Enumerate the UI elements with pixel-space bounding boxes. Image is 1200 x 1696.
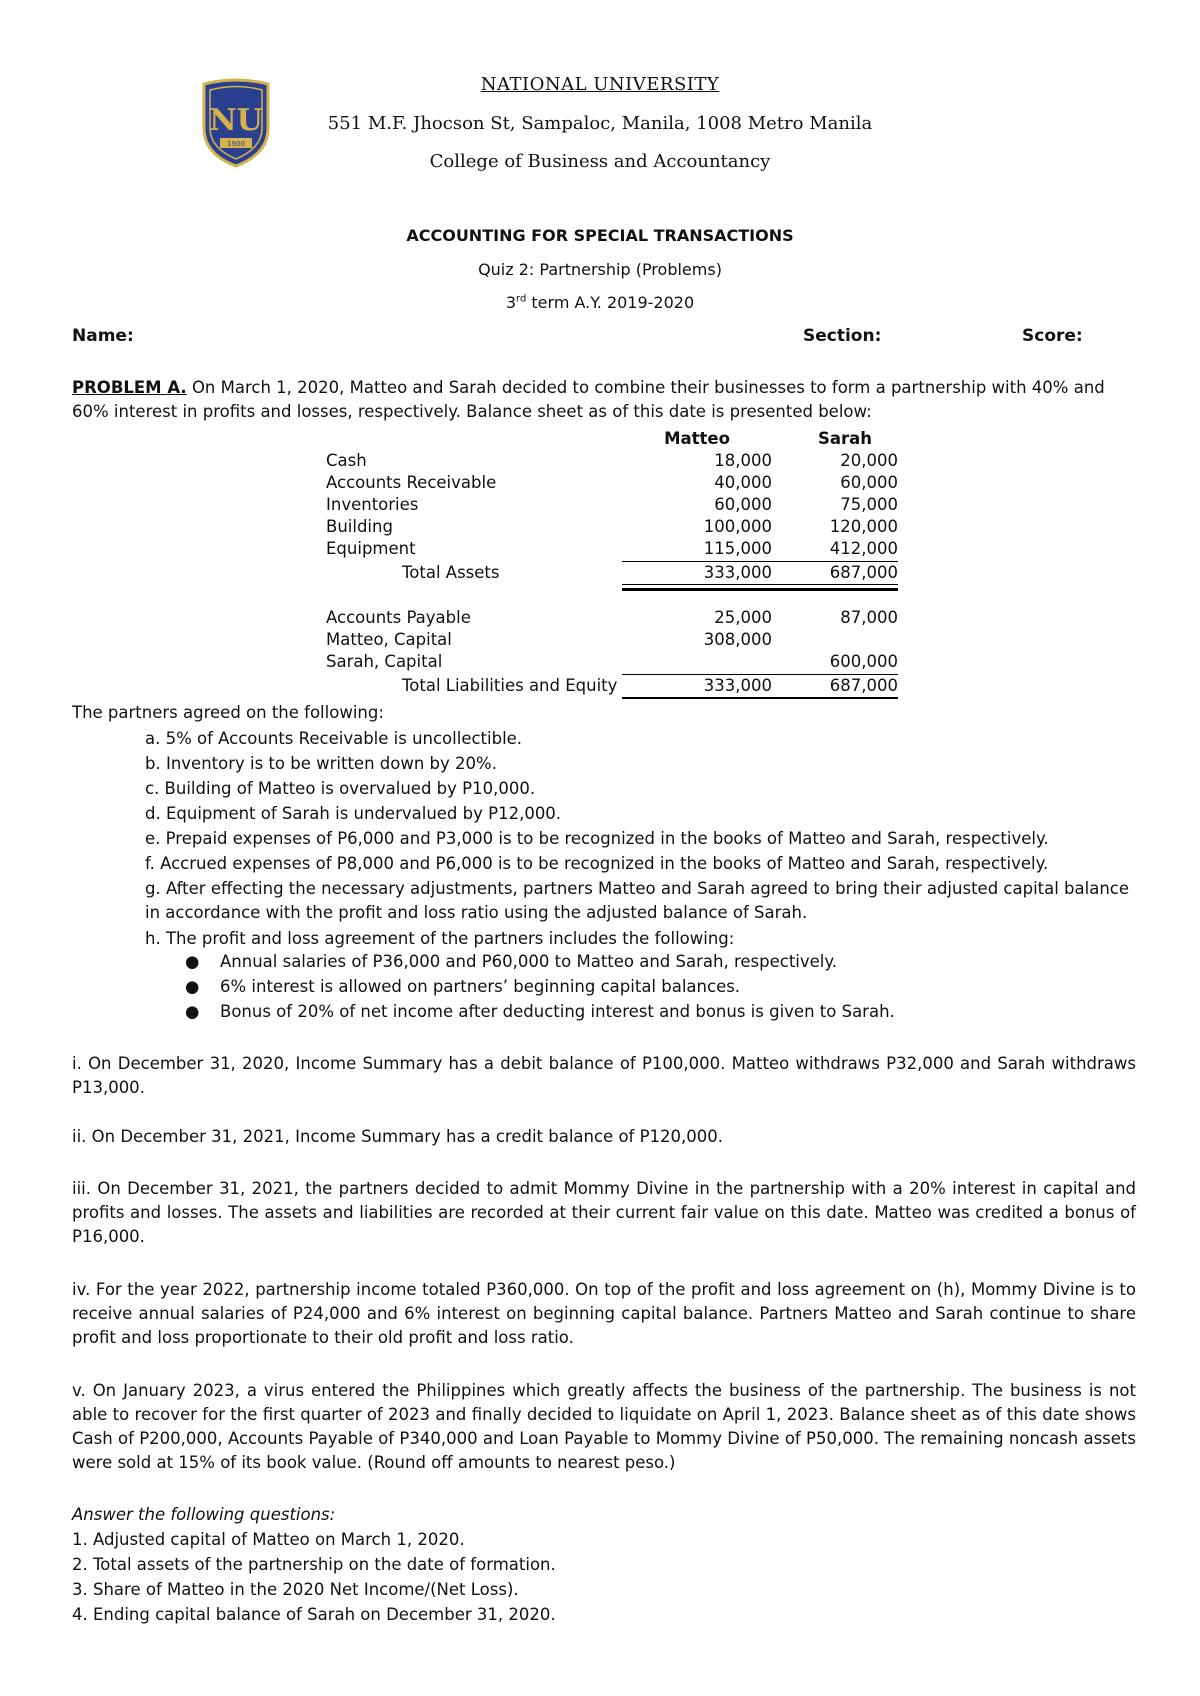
- table-row: [320, 516, 900, 538]
- row-matteo-value: 333,000: [703, 563, 772, 582]
- questions-intro: Answer the following questions:: [72, 1505, 336, 1524]
- condition-d: d. Equipment of Sarah is undervalued by P12,000.: [145, 804, 562, 823]
- problem-intro: [72, 376, 1136, 424]
- agreement-intro: The partners agreed on the following:: [72, 703, 384, 722]
- condition-f: f. Accrued expenses of P8,000 and P6,000 is to be recognized in the books of Matteo and Sarah, respectively.: [145, 854, 1049, 873]
- row-item: Accounts Receivable: [326, 473, 497, 492]
- bullet-icon: ●: [185, 1002, 200, 1021]
- condition-b: b. Inventory is to be written down by 20%.: [145, 754, 497, 773]
- question-1: 1. Adjusted capital of Matteo on March 1, 2020.: [72, 1530, 465, 1549]
- row-matteo-value: 25,000: [714, 608, 772, 627]
- row-sarah-value: 687,000: [829, 676, 898, 695]
- row-matteo-value: 333,000: [703, 676, 772, 695]
- row-item: Accounts Payable: [326, 608, 471, 627]
- table-row: [320, 494, 900, 516]
- row-item: Matteo, Capital: [326, 630, 452, 649]
- event-i: i. On December 31, 2020, Income Summary has a debit balance of P100,000. Matteo withdraws P32,000 and Sarah withdraws P13,000.: [72, 1054, 1136, 1097]
- subject-title: ACCOUNTING FOR SPECIAL TRANSACTIONS: [406, 226, 794, 245]
- double-rule: [622, 588, 898, 591]
- name-label: Name:: [72, 326, 134, 346]
- total-le-row: [320, 675, 900, 697]
- condition-g: g. After effecting the necessary adjustments, partners Matteo and Sarah agreed to bring their adjusted capital balance in accordance with the profit and loss ratio using the adjusted balance of Sarah.: [145, 879, 1130, 922]
- row-matteo-value: 18,000: [714, 451, 772, 470]
- problem-heading: PROBLEM A.: [72, 378, 187, 397]
- bullet-text: Bonus of 20% of net income after deducting interest and bonus is given to Sarah.: [220, 1002, 895, 1021]
- row-item: Inventories: [326, 495, 419, 514]
- row-sarah-value: 600,000: [829, 652, 898, 671]
- event-ii: ii. On December 31, 2021, Income Summary has a credit balance of P120,000.: [72, 1127, 724, 1146]
- row-matteo-value: 60,000: [714, 495, 772, 514]
- row-matteo-value: 40,000: [714, 473, 772, 492]
- term-ordinal-number: 3: [505, 293, 517, 312]
- row-item: Sarah, Capital: [326, 652, 443, 671]
- condition-e: e. Prepaid expenses of P6,000 and P3,000 is to be recognized in the books of Matteo and Sarah, respectively.: [145, 829, 1049, 848]
- logo-monogram: NU: [209, 103, 263, 138]
- row-sarah-value: 20,000: [840, 451, 898, 470]
- row-sarah-value: 60,000: [840, 473, 898, 492]
- college-name: College of Business and Accountancy: [429, 151, 771, 172]
- row-sarah-value: 687,000: [829, 563, 898, 582]
- row-item: Equipment: [326, 539, 416, 558]
- balance-sheet-header: [320, 428, 900, 450]
- total-rule: [622, 697, 898, 699]
- event-iv: iv. For the year 2022, partnership income totaled P360,000. On top of the profit and loss agreement on (h), Mommy Divine is to receive annual salaries of P24,000 and 6% interest on beginning capital balance. Partners Matteo and Sarah continue to share profit and loss proportionate to their old profit and loss ratio.: [72, 1280, 1136, 1347]
- row-sarah-value: 412,000: [829, 539, 898, 558]
- term-line: [0, 293, 1200, 312]
- row-sarah-value: 120,000: [829, 517, 898, 536]
- row-sarah-value: 87,000: [840, 608, 898, 627]
- row-item: Cash: [326, 451, 367, 470]
- bullet-text: 6% interest is allowed on partners’ beginning capital balances.: [220, 977, 741, 996]
- condition-c: c. Building of Matteo is overvalued by P10,000.: [145, 779, 536, 798]
- bullet-icon: ●: [185, 952, 200, 971]
- row-sarah-value: 75,000: [840, 495, 898, 514]
- table-row: [320, 450, 900, 472]
- column-header-sarah: Sarah: [817, 429, 873, 448]
- total-assets-row: [320, 562, 900, 584]
- row-matteo-value: 115,000: [703, 539, 772, 558]
- logo-year: 1900: [227, 140, 245, 148]
- problem-intro-text: On March 1, 2020, Matteo and Sarah decided to combine their businesses to form a partnership with 40% and 60% interest in profits and losses, respectively. Balance sheet as of this date is presented below:: [72, 378, 1105, 421]
- table-row: [320, 651, 900, 673]
- table-row: [320, 472, 900, 494]
- total-rule: [622, 584, 898, 585]
- table-row: [320, 607, 900, 629]
- condition-h: h. The profit and loss agreement of the partners includes the following:: [145, 929, 735, 948]
- bullet-icon: ●: [185, 977, 200, 996]
- column-header-matteo: Matteo: [664, 429, 730, 448]
- university-name: NATIONAL UNIVERSITY: [480, 74, 720, 95]
- score-label: Score:: [1022, 326, 1083, 346]
- table-row: [320, 538, 900, 560]
- section-label: Section:: [803, 326, 882, 346]
- row-item: Building: [326, 517, 393, 536]
- condition-a: a. 5% of Accounts Receivable is uncollectible.: [145, 729, 523, 748]
- event-v: v. On January 2023, a virus entered the Philippines which greatly affects the business of the partnership. The business is not able to recover for the first quarter of 2023 and finally decided to liquidate on April 1, 2023. Balance sheet as of this date shows Cash of P200,000, Accounts Payable of P340,000 and Loan Payable to Mommy Divine of P50,000. The remaining noncash assets were sold at 15% of its book value. (Round off amounts to nearest peso.): [72, 1381, 1136, 1472]
- row-item: Total Assets: [402, 563, 500, 582]
- university-address: 551 M.F. Jhocson St, Sampaloc, Manila, 1008 Metro Manila: [327, 113, 873, 134]
- table-row: [320, 629, 900, 651]
- event-iii: iii. On December 31, 2021, the partners decided to admit Mommy Divine in the partnership with a 20% interest in capital and profits and losses. The assets and liabilities are recorded at their current fair value on this date. Matteo was credited a bonus of P16,000.: [72, 1179, 1136, 1246]
- bullet-text: Annual salaries of P36,000 and P60,000 to Matteo and Sarah, respectively.: [220, 952, 838, 971]
- term-ordinal-suffix: rd: [516, 293, 527, 305]
- question-4: 4. Ending capital balance of Sarah on December 31, 2020.: [72, 1605, 556, 1624]
- row-matteo-value: 308,000: [703, 630, 772, 649]
- question-2: 2. Total assets of the partnership on the date of formation.: [72, 1555, 556, 1574]
- row-matteo-value: 100,000: [703, 517, 772, 536]
- quiz-title: Quiz 2: Partnership (Problems): [478, 260, 722, 279]
- question-3: 3. Share of Matteo in the 2020 Net Income/(Net Loss).: [72, 1580, 519, 1599]
- term-text: term A.Y. 2019-2020: [526, 293, 695, 312]
- row-item: Total Liabilities and Equity: [402, 676, 618, 695]
